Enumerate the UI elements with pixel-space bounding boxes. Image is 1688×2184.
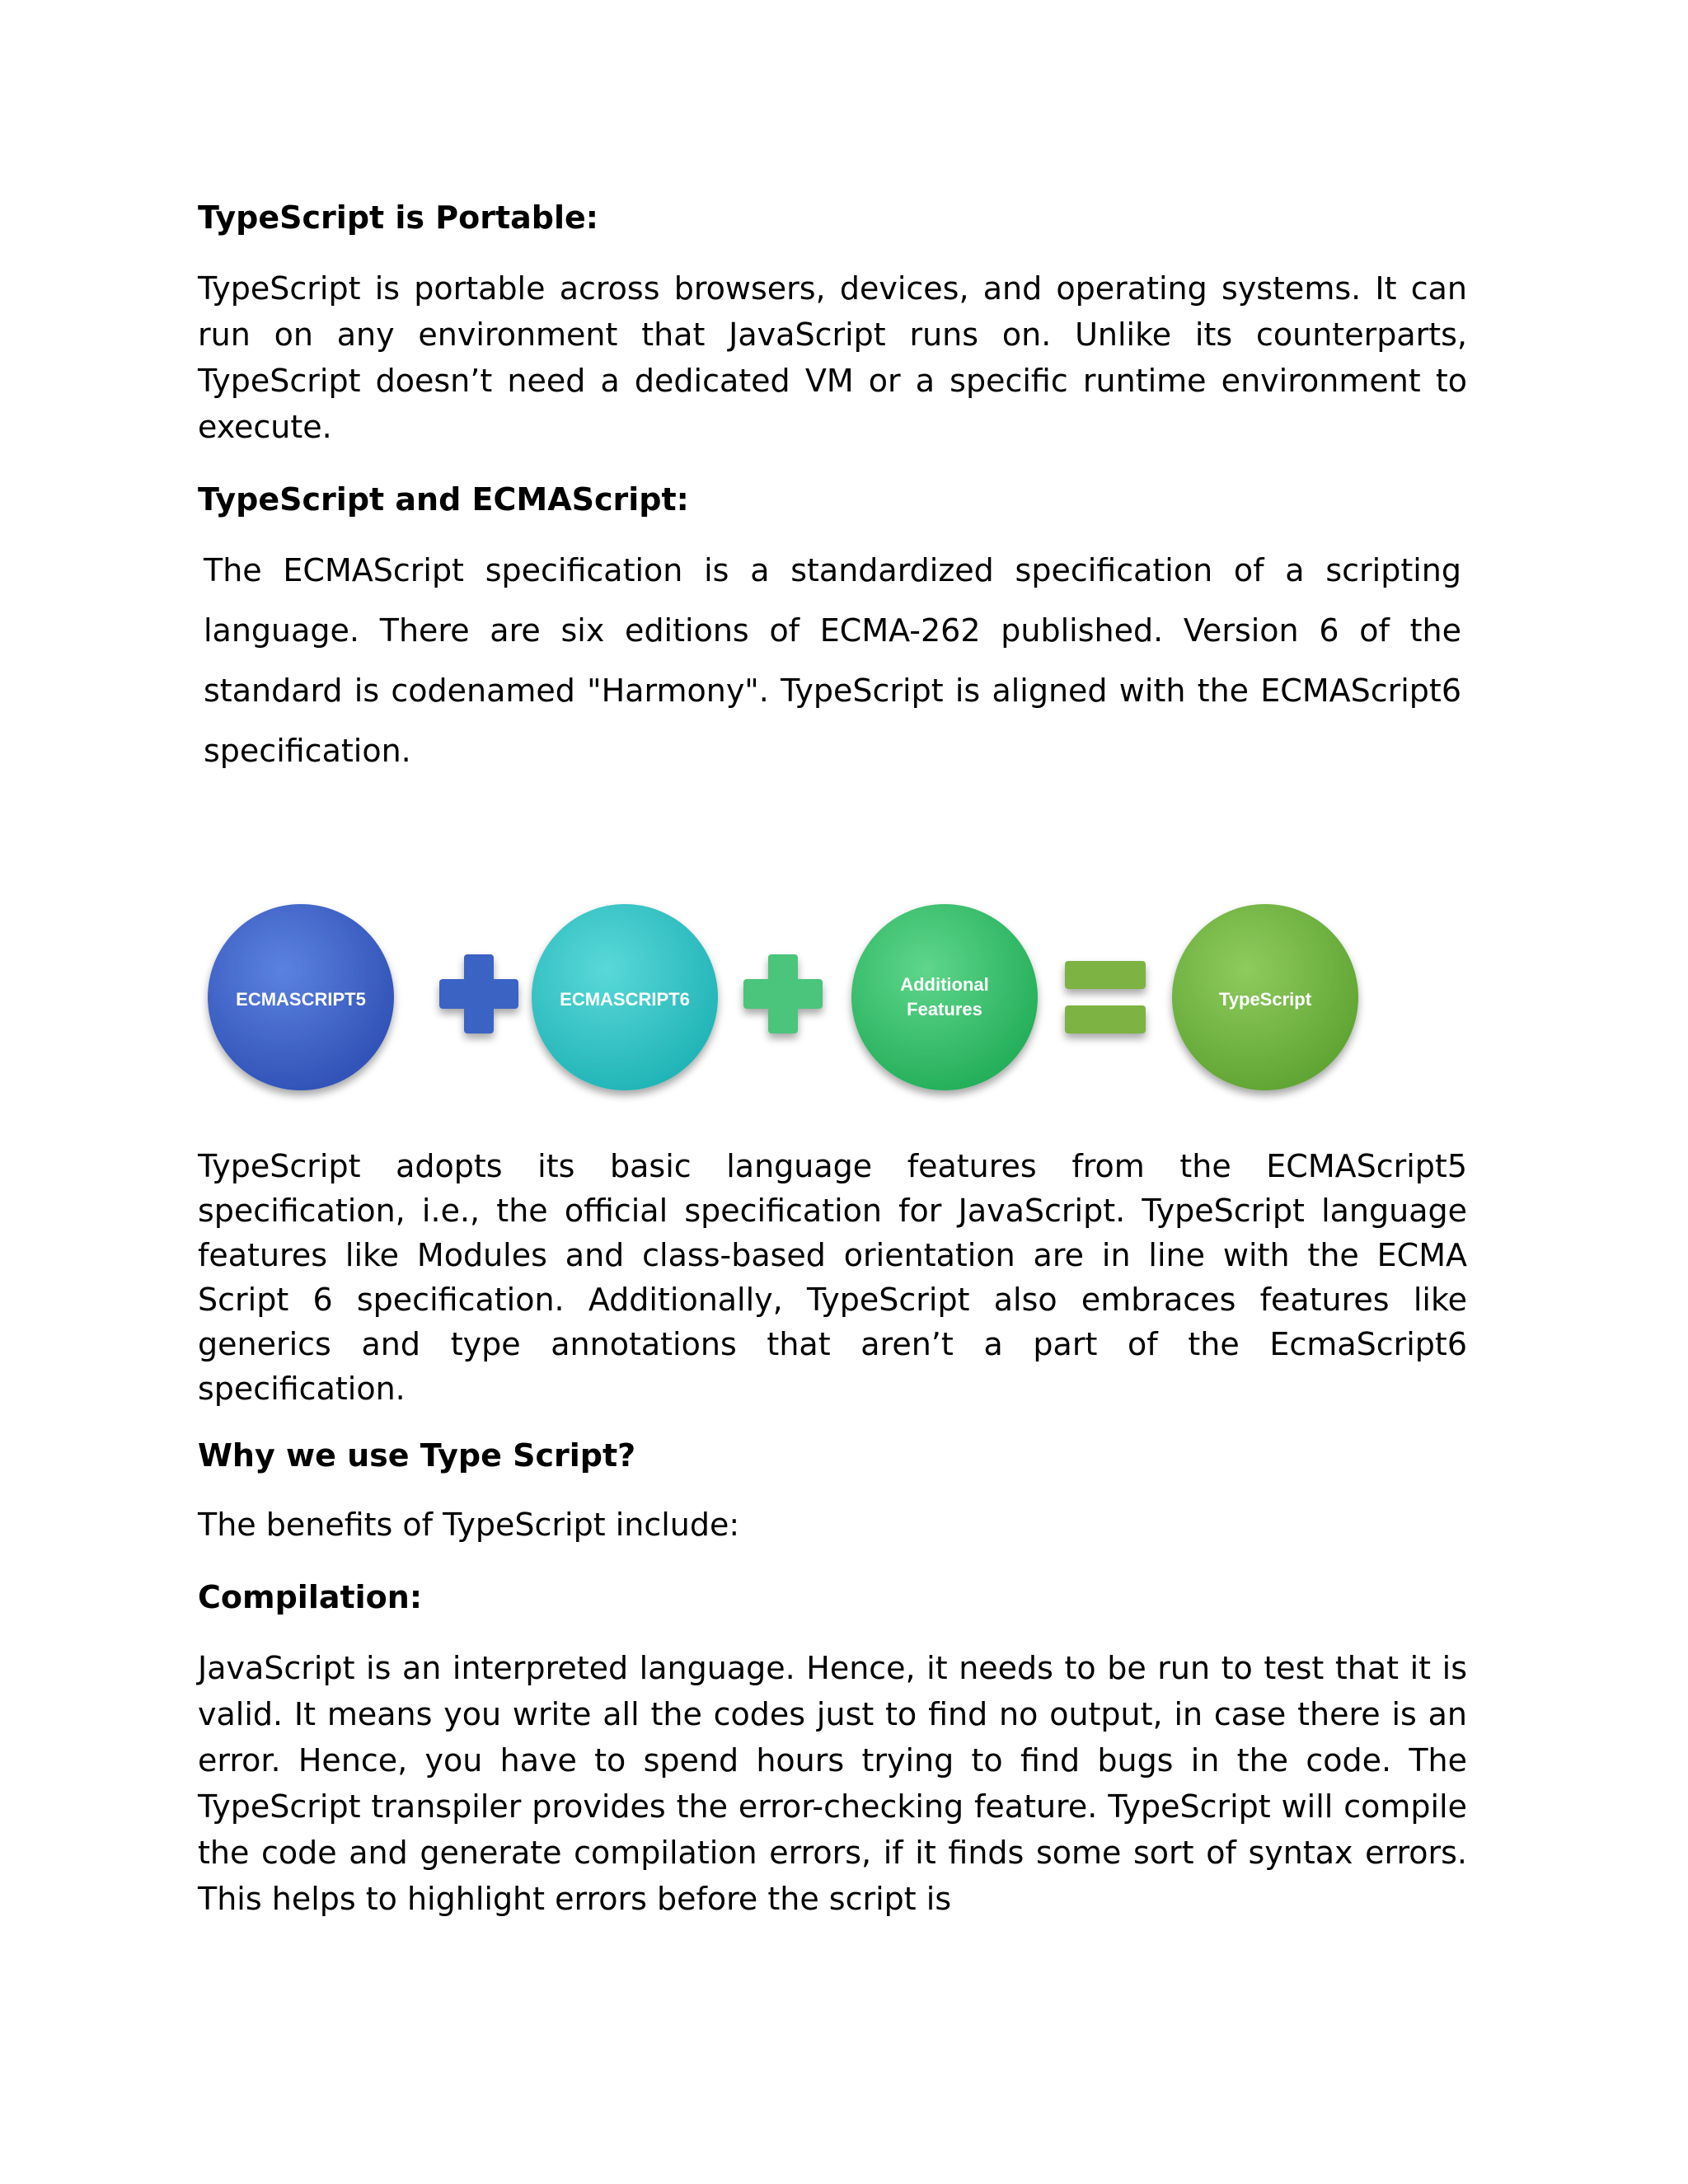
- paragraph-compilation: JavaScript is an interpreted language. Hence, it needs to be run to test that it is valid. It means you write all the codes just to find no output, in case there is an error. Hence, you have to spend hours trying to find bugs in the code. The TypeScript transpiler provides the error-checking feature. TypeScript will compile the code and generate compilation errors, if it finds some sort of syntax errors. This helps to highlight errors before the script is: [198, 1650, 1467, 1917]
- paragraph-ecmascript: The ECMAScript specification is a standardized specification of a scripting language. There are six editions of ECMA-262 published. Version 6 of the standard is codenamed "Harmony". TypeScript is aligned with the ECMAScript6 specification.: [204, 552, 1461, 769]
- heading-why-typescript: Why we use Type Script?: [198, 1437, 636, 1474]
- circle-ecmascript5: [208, 904, 394, 1090]
- heading-ecmascript: TypeScript and ECMAScript:: [198, 481, 689, 518]
- circle-additional-label-line1: Additional: [900, 974, 989, 995]
- heading-portable: TypeScript is Portable:: [198, 199, 598, 236]
- circle-ecmascript6-label: ECMASCRIPT6: [560, 989, 690, 1010]
- plus-sign-green: [743, 954, 823, 1033]
- paragraph-adopts: TypeScript adopts its basic language features from the ECMAScript5 specification, i.e., the official specification for JavaScript. TypeScript language features like Modules and class-based orientation are in line with the ECMA Script 6 specification. Additionally, TypeScript also embraces features like generics and type annotations that aren’t a part of the EcmaScript6 specification.: [198, 1148, 1467, 1407]
- circle-additional-features: [851, 904, 1038, 1090]
- circle-ecmascript5-label: ECMASCRIPT5: [236, 989, 366, 1010]
- paragraph-portable: TypeScript is portable across browsers, devices, and operating systems. It can run on any environment that JavaScript runs on. Unlike its counterparts, TypeScript doesn’t need a dedicated VM or a specific runtime environment to execute.: [198, 270, 1467, 445]
- plus-sign-blue: [439, 954, 518, 1033]
- paragraph-benefits-intro: The benefits of TypeScript include:: [198, 1507, 740, 1543]
- equals-sign: [1065, 961, 1146, 1033]
- typescript-equation-diagram: [198, 890, 1467, 1121]
- circle-additional-label-line2: Features: [907, 999, 982, 1019]
- circle-typescript: [1172, 904, 1358, 1090]
- heading-compilation: Compilation:: [198, 1579, 423, 1615]
- circle-typescript-label: TypeScript: [1218, 989, 1312, 1010]
- circle-ecmascript6: [532, 904, 718, 1090]
